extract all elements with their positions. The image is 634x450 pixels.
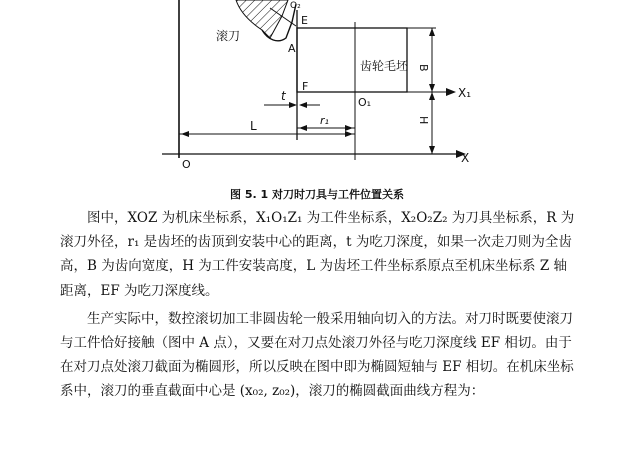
label-l: L	[250, 119, 257, 133]
label-h: H	[417, 116, 430, 125]
label-o: O	[182, 158, 191, 171]
label-o2: O₂	[290, 1, 301, 11]
hob-shape	[236, 0, 296, 41]
paragraph-1: 图中，XOZ 为机床坐标系，X₁O₁Z₁ 为工件坐标系，X₂O₂Z₂ 为刀具坐标系，R 为滚刀外径，r₁ 是齿坯的齿顶到安装中心的距离，t 为吃刀深度，如果一次走刀则为全齿高，B 为齿向宽度，H 为工件安装高度，L 为齿坯工件坐标系原点至机床坐标系 Z 轴距离，EF 为吃刀深度线。	[60, 210, 575, 299]
x1-axis-arrow	[446, 88, 456, 96]
label-e: E	[301, 14, 308, 27]
figure-diagram	[0, 0, 634, 185]
label-blank: 齿轮毛坯	[360, 59, 409, 73]
label-r1: r₁	[320, 114, 329, 127]
label-b: B	[417, 64, 430, 72]
label-o1: O₁	[358, 96, 372, 109]
paragraph-2: 生产实际中，数控滚切加工非圆齿轮一般采用轴向切入的方法。对刀时既要使滚刀与工件恰好接触（图中 A 点），又要在对刀点处滚刀外径与吃刀深度线 EF 相切。由于在对刀点处滚刀截面为椭圆形，所以反映在图中即为椭圆短轴与 EF 相切。在机床坐标系中，滚刀的垂直截面中心是 (x₀₂, z₀₂)，滚刀的椭圆截面曲线方程为：	[60, 310, 574, 400]
body-text	[60, 206, 580, 404]
figure-caption: 图 5. 1 对刀时刀具与工件位置关系	[230, 188, 404, 201]
label-t: t	[281, 89, 286, 103]
label-x: X	[461, 151, 470, 165]
label-x1: X₁	[458, 86, 472, 100]
label-hob: 滚刀	[216, 29, 241, 43]
label-a: A	[288, 42, 296, 55]
label-f: F	[302, 80, 309, 93]
